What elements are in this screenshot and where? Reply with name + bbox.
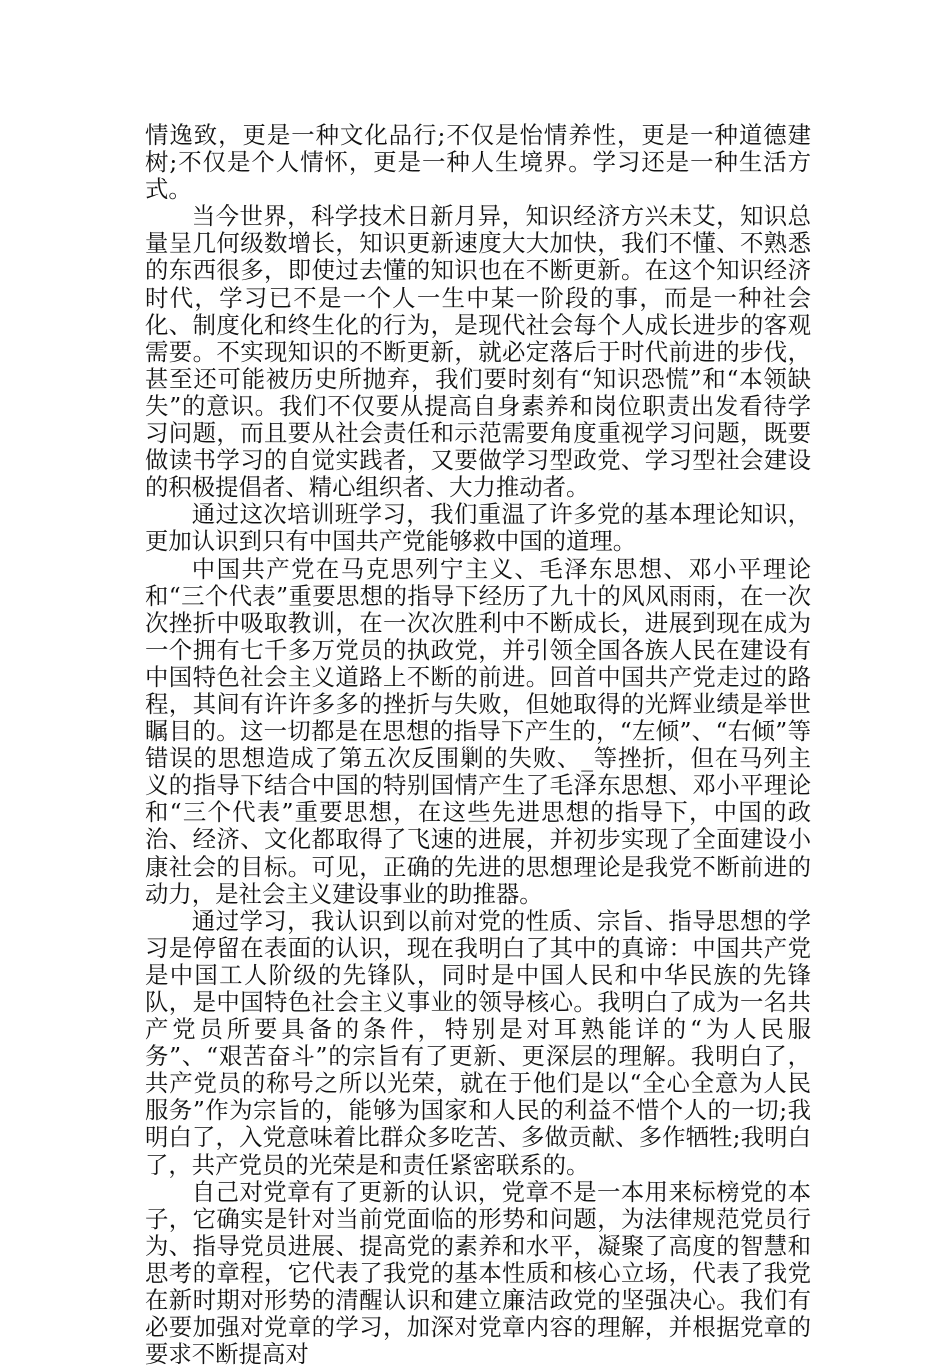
paragraph-continuation: 情逸致，更是一种文化品行;不仅是怡情养性，更是一种道德建树;不仅是个人情怀，更是一种人生境界。学习还是一种生活方式。 — [145, 121, 811, 204]
paragraph: 自己对党章有了更新的认识，党章不是一本用来标榜党的本子，它确实是针对当前党面临的形势和问题，为法律规范党员行为、指导党员进展、提高党的素养和水平，凝聚了高度的智慧和思考的章程，它代表了我党的基本性质和核心立场，代表了我党在新时期对形势的清醒认识和建立廉洁政党的坚强决心。我们有必要加强对党章的学习，加深对党章内容的理解，并根据党章的要求不断提高对 — [145, 1177, 811, 1368]
paragraph: 中国共产党在马克思列宁主义、毛泽东思想、邓小平理论和“三个代表”重要思想的指导下经历了九十的风风雨雨，在一次次挫折中吸取教训，在一次次胜利中不断成长，进展到现在成为一个拥有七千多万党员的执政党，并引领全国各族人民在建设有中国特色社会主义道路上不断的前进。回首中国共产党走过的路程，其间有许许多多的挫折与失败，但她取得的光辉业绩是举世瞩目的。这一切都是在思想的指导下产生的，“左倾”、“右倾”等错误的思想造成了第五次反围剿的失败、_等挫折，但在马列主义的指导下结合中国的特别国情产生了毛泽东思想、邓小平理论和“三个代表”重要思想，在这些先进思想的指导下，中国的政治、经济、文化都取得了飞速的进展，并初步实现了全面建设小康社会的目标。可见，正确的先进的思想理论是我党不断前进的动力，是社会主义建设事业的助推器。 — [145, 554, 811, 908]
paragraph: 通过这次培训班学习，我们重温了许多党的基本理论知识，更加认识到只有中国共产党能够救中国的道理。 — [145, 500, 811, 556]
paragraph: 通过学习，我认识到以前对党的性质、宗旨、指导思想的学习是停留在表面的认识，现在我明白了其中的真谛：中国共产党是中国工人阶级的先锋队，同时是中国人民和中华民族的先锋队，是中国特色社会主义事业的领导核心。我明白了成为一名共产党员所要具备的条件，特别是对耳熟能详的“为人民服务”、“艰苦奋斗”的宗旨有了更新、更深层的理解。我明白了，共产党员的称号之所以光荣，就在于他们是以“全心全意为人民服务”作为宗旨的，能够为国家和人民的利益不惜个人的一切;我明白了，入党意味着比群众多吃苦、多做贡献、多作牺牲;我明白了，共产党员的光荣是和责任紧密联系的。 — [145, 906, 811, 1179]
document-body — [145, 122, 811, 1368]
paragraph: 当今世界，科学技术日新月异，知识经济方兴未艾，知识总量呈几何级数增长，知识更新速度大大加快，我们不懂、不熟悉的东西很多，即使过去懂的知识也在不断更新。在这个知识经济时代，学习已不是一个人一生中某一阶段的事，而是一种社会化、制度化和终生化的行为，是现代社会每个人成长进步的客观需要。不实现知识的不断更新，就必定落后于时代前进的步伐，甚至还可能被历史所抛弃，我们要时刻有“知识恐慌”和“本领缺失”的意识。我们不仅要从提高自身素养和岗位职责出发看待学习问题，而且要从社会责任和示范需要角度重视学习问题，既要做读书学习的自觉实践者，又要做学习型政党、学习型社会建设的积极提倡者、精心组织者、大力推动者。 — [145, 202, 811, 502]
